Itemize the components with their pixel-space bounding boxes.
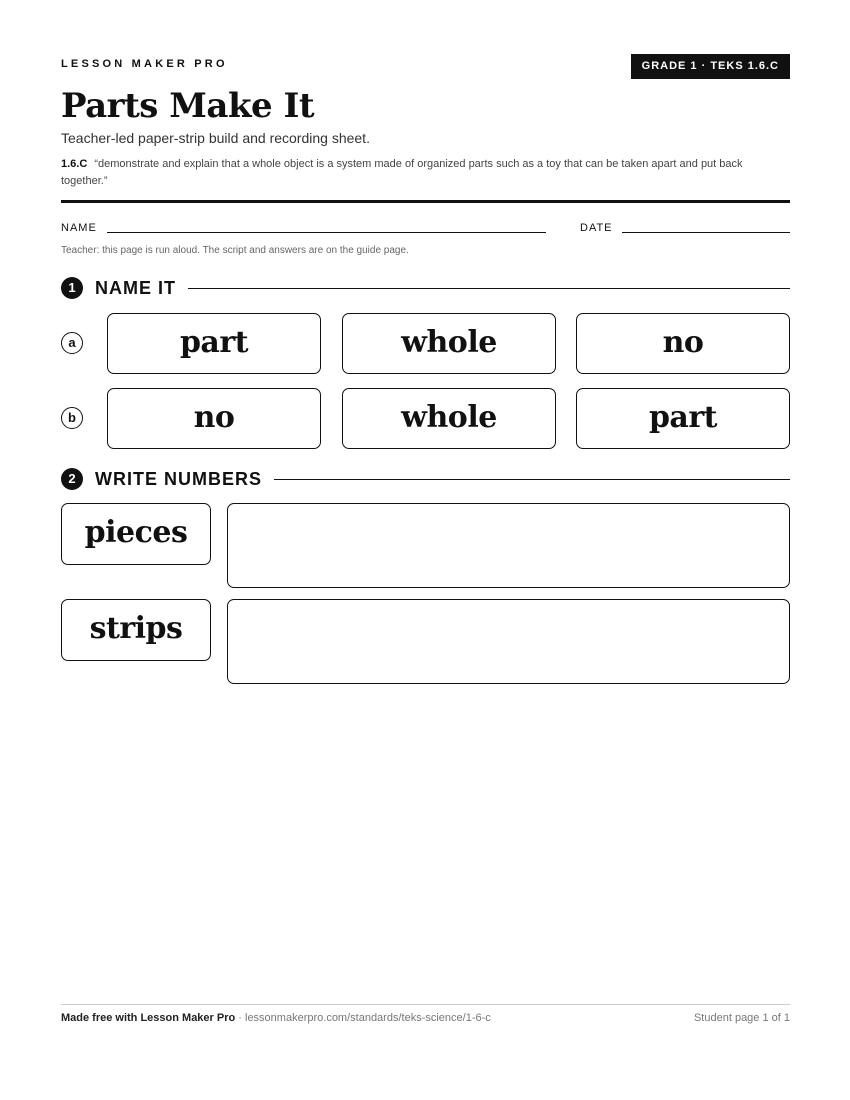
date-label: DATE [580,222,613,234]
section-rule [95,288,790,289]
word-card-no[interactable]: no [576,313,790,374]
date-field[interactable] [622,232,790,233]
row-letter-a: a [61,332,83,354]
page-subtitle: Teacher-led paper-strip build and recording sheet. [61,130,370,146]
label-card-strips: strips [61,599,211,661]
footer-page-number: Student page 1 of 1 [693,1012,790,1024]
footer-url[interactable]: lessonmakerpro.com/standards/teks-science/1-6-c [245,1012,491,1024]
footer-divider [61,1004,790,1005]
label-card-pieces: pieces [61,503,211,565]
worksheet-page [61,0,790,1100]
word-card-whole[interactable]: whole [342,313,556,374]
word-card-no[interactable]: no [107,388,321,449]
name-field[interactable] [107,232,546,233]
word-card-part[interactable]: part [107,313,321,374]
standard-statement [61,156,790,190]
standard-code: 1.6.C [61,158,88,170]
strips-answer-box[interactable] [227,599,790,684]
row-letter-b: b [61,407,83,429]
grade-badge: GRADE 1 · TEKS 1.6.C [631,54,790,79]
footer-credit: Made free with Lesson Maker Pro [61,1012,236,1024]
section-title: WRITE NUMBERS [95,468,274,490]
pieces-answer-box[interactable] [227,503,790,588]
word-card-whole[interactable]: whole [342,388,556,449]
page-title: Parts Make It [61,86,315,126]
standard-text: “demonstrate and explain that a whole object is a system made of organized parts such as a toy that can be taken apart and put back together.” [61,158,743,187]
section-number-badge: 1 [61,277,83,299]
section-number-badge: 2 [61,468,83,490]
name-label: NAME [61,222,97,234]
section-title: NAME IT [95,277,188,299]
word-card-part[interactable]: part [576,388,790,449]
section-write-numbers-header [61,468,790,492]
section-name-it-header [61,277,790,301]
teacher-note: Teacher: this page is run aloud. The script and answers are on the guide page. [61,245,409,256]
footer-credit-line [61,1012,491,1024]
footer-separator: · [235,1012,245,1024]
brand-name: LESSON MAKER PRO [61,58,228,70]
header-divider [61,200,790,203]
